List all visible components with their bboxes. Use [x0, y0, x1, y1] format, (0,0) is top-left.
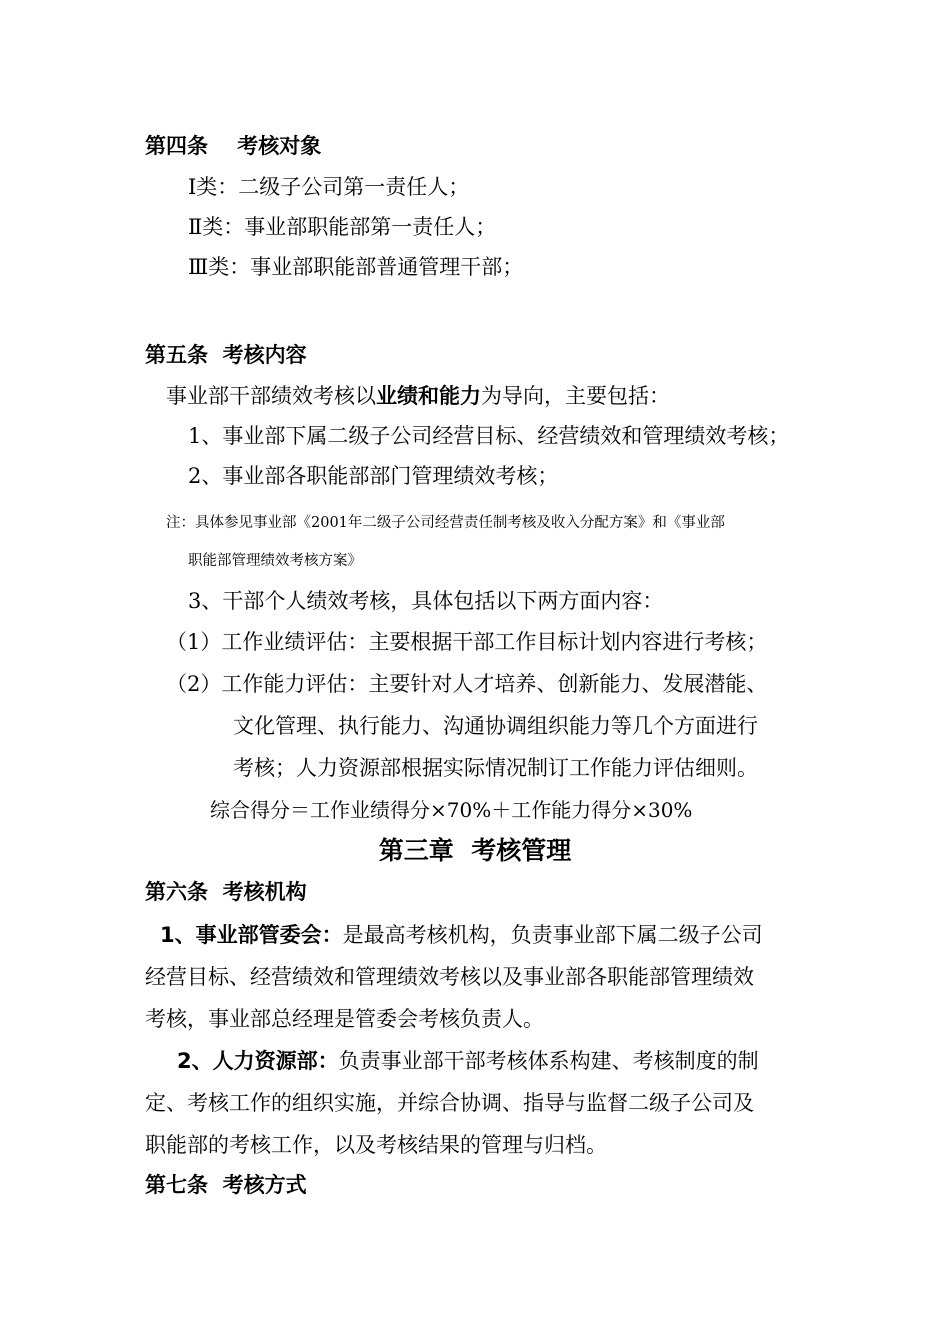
- article5-note-line-1: 注：具体参见事业部《2001年二级子公司经营责任制考核及收入分配方案》和《事业部: [166, 515, 725, 531]
- article7-heading: 第七条 考核方式: [145, 1173, 307, 1197]
- article6-p1-line-1: [160, 921, 763, 949]
- article6-heading: 第六条 考核机构: [145, 880, 307, 904]
- article4-item-1: Ⅰ类：二级子公司第一责任人；: [188, 175, 470, 199]
- article6-p2-bold: 2、人力资源部：: [177, 1049, 339, 1073]
- article5-intro-pre: 事业部干部绩效考核以: [166, 384, 376, 408]
- article6-p2-text: 负责事业部干部考核体系构建、考核制度的制: [338, 1049, 759, 1073]
- article4-item-2: Ⅱ类：事业部职能部第一责任人；: [188, 215, 497, 239]
- article5-note-line-2: 职能部管理绩效考核方案》: [188, 553, 362, 569]
- article5-intro-bold: 业绩和能力: [376, 384, 481, 408]
- article5-sub-1: （1）工作业绩评估：主要根据干部工作目标计划内容进行考核；: [166, 630, 768, 654]
- article4-item-3: Ⅲ类：事业部职能部普通管理干部；: [188, 255, 524, 279]
- article6-p2-line-2: 定、考核工作的组织实施，并综合协调、指导与监督二级子公司及: [145, 1091, 754, 1115]
- article6-p2-line-1: [177, 1047, 759, 1075]
- article5-intro-post: 为导向，主要包括：: [481, 384, 670, 408]
- article5-item-3: 3、干部个人绩效考核，具体包括以下两方面内容：: [188, 589, 664, 613]
- article5-sub-2-line-1: （2）工作能力评估：主要针对人才培养、创新能力、发展潜能、: [166, 672, 768, 696]
- article5-item-1: 1、事业部下属二级子公司经营目标、经营绩效和管理绩效考核；: [188, 424, 790, 448]
- article5-sub-2-line-3: 考核；人力资源部根据实际情况制订工作能力评估细则。: [233, 756, 758, 780]
- chapter-title: 第三章 考核管理: [378, 836, 572, 865]
- article5-item-2: 2、事业部各职能部部门管理绩效考核；: [188, 464, 559, 488]
- article6-p1-line-3: 考核，事业部总经理是管委会考核负责人。: [145, 1007, 544, 1031]
- article5-heading: 第五条 考核内容: [145, 343, 307, 367]
- article6-p2-line-3: 职能部的考核工作，以及考核结果的管理与归档。: [145, 1133, 607, 1157]
- article6-p1-line-2: 经营目标、经营绩效和管理绩效考核以及事业部各职能部管理绩效: [145, 965, 754, 989]
- score-formula: 综合得分＝工作业绩得分×70%＋工作能力得分×30%: [210, 798, 693, 822]
- article4-heading: 第四条 考核对象: [145, 134, 322, 158]
- article6-p1-bold: 1、事业部管委会：: [160, 923, 343, 947]
- article5-intro: [166, 382, 670, 410]
- article5-sub-2-line-2: 文化管理、执行能力、沟通协调组织能力等几个方面进行: [233, 714, 758, 738]
- article6-p1-text: 是最高考核机构，负责事业部下属二级子公司: [342, 923, 763, 947]
